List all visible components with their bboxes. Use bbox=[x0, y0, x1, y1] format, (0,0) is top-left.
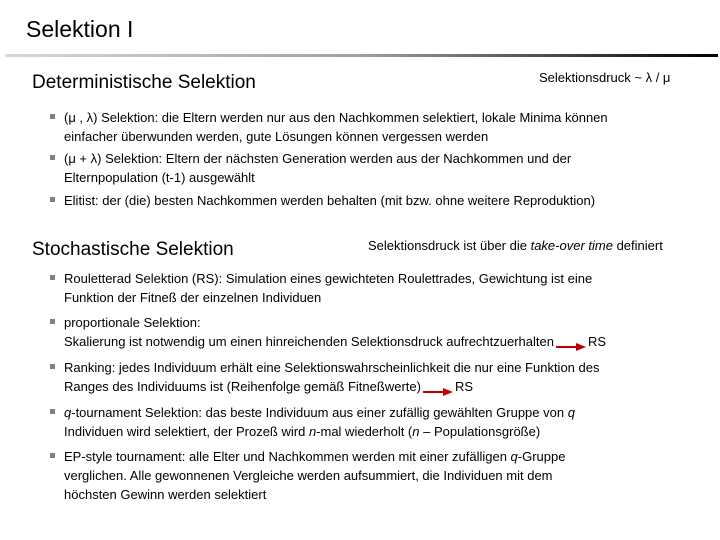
bullet-line bbox=[64, 127, 608, 146]
arrow-right-icon bbox=[556, 338, 586, 348]
bullet-text: verglichen. Alle gewonnenen Vergleiche werden aufsummiert, die Individuen mit dem bbox=[64, 468, 553, 483]
bullet-text: Funktion der Fitneß der einzelnen Individuen bbox=[64, 290, 322, 305]
bullet-line bbox=[64, 466, 565, 485]
bullet-square-icon bbox=[50, 275, 55, 280]
section-heading-deterministic: Deterministische Selektion bbox=[32, 72, 256, 93]
slide-title: Selektion I bbox=[26, 16, 134, 42]
bullet-square-icon bbox=[50, 114, 55, 119]
bullet-line bbox=[64, 191, 595, 210]
bullet-line bbox=[64, 269, 592, 288]
bullet-square-icon bbox=[50, 409, 55, 414]
bullet-line bbox=[64, 485, 565, 504]
bullet-text: n bbox=[412, 424, 420, 439]
bullet-line bbox=[64, 358, 599, 377]
bullet-text: proportionale Selektion: bbox=[64, 315, 201, 330]
bullet-text: -mal wiederholt ( bbox=[316, 424, 413, 439]
note-text: definiert bbox=[612, 238, 663, 253]
bullet-line bbox=[64, 168, 571, 187]
bullet-text: – Populationsgröße) bbox=[419, 424, 541, 439]
bullet-line bbox=[64, 403, 575, 422]
bullet-text: q bbox=[64, 405, 72, 420]
bullet-text: Rouletterad Selektion (RS): Simulation eines gewichteten Roulettrades, Gewichtung ist eine bbox=[64, 271, 593, 286]
bullet-text: höchsten Gewinn werden selektiert bbox=[64, 487, 267, 502]
selection-pressure-note: Selektionsdruck ~ λ / μ bbox=[539, 70, 671, 85]
title-divider bbox=[5, 54, 718, 57]
bullet-text: Elternpopulation (t-1) ausgewählt bbox=[64, 170, 255, 185]
bullet-line bbox=[64, 447, 565, 466]
bullet-text: -Gruppe bbox=[517, 449, 566, 464]
takeover-time-note bbox=[368, 238, 663, 253]
bullet-text: (μ + λ) Selektion: Eltern der nächsten Generation werden aus der Nachkommen und der bbox=[64, 151, 572, 166]
bullet-line bbox=[64, 422, 575, 441]
bullet-text: Skalierung ist notwendig um einen hinreichenden Selektionsdruck aufrechtzuerhalten bbox=[64, 334, 554, 349]
bullet-text: Ranges des Individuums ist (Reihenfolge gemäß Fitneßwerte) bbox=[64, 379, 421, 394]
bullet-text: einfacher überwunden werden, gute Lösungen können vergessen werden bbox=[64, 129, 489, 144]
bullet-square-icon bbox=[50, 364, 55, 369]
bullet-line bbox=[64, 377, 599, 396]
bullet-line bbox=[64, 108, 608, 127]
bullet-text: Elitist: der (die) besten Nachkommen werden behalten (mit bzw. ohne weitere Reproduktion) bbox=[64, 193, 596, 208]
bullet-text: q bbox=[510, 449, 518, 464]
bullet-line bbox=[64, 149, 571, 168]
bullet-square-icon bbox=[50, 197, 55, 202]
bullet-text: -tournament Selektion: das beste Individuum aus einer zufällig gewählten Gruppe von bbox=[71, 405, 568, 420]
bullet-text: RS bbox=[587, 334, 607, 349]
bullet-square-icon bbox=[50, 155, 55, 160]
arrow-right-icon bbox=[423, 383, 453, 393]
section-heading-stochastic: Stochastische Selektion bbox=[32, 239, 234, 260]
bullet-text: Ranking: jedes Individuum erhält eine Selektionswahrscheinlichkeit die nur eine Funktion des bbox=[64, 360, 600, 375]
bullet-text: (μ , λ) Selektion: die Eltern werden nur aus den Nachkommen selektiert, lokale Minima können bbox=[64, 110, 608, 125]
bullet-square-icon bbox=[50, 453, 55, 458]
bullet-text: q bbox=[567, 405, 575, 420]
note-italic: take-over time bbox=[530, 238, 613, 253]
note-text: Selektionsdruck ist über die bbox=[368, 238, 531, 253]
bullet-text: Individuen wird selektiert, der Prozeß wird bbox=[64, 424, 309, 439]
bullet-square-icon bbox=[50, 319, 55, 324]
bullet-line bbox=[64, 332, 606, 351]
bullet-line bbox=[64, 288, 592, 307]
bullet-line bbox=[64, 313, 606, 332]
bullet-text: n bbox=[308, 424, 317, 439]
bullet-text: EP-style tournament: alle Elter und Nachkommen werden mit einer zufälligen bbox=[64, 449, 511, 464]
bullet-text: RS bbox=[454, 379, 474, 394]
